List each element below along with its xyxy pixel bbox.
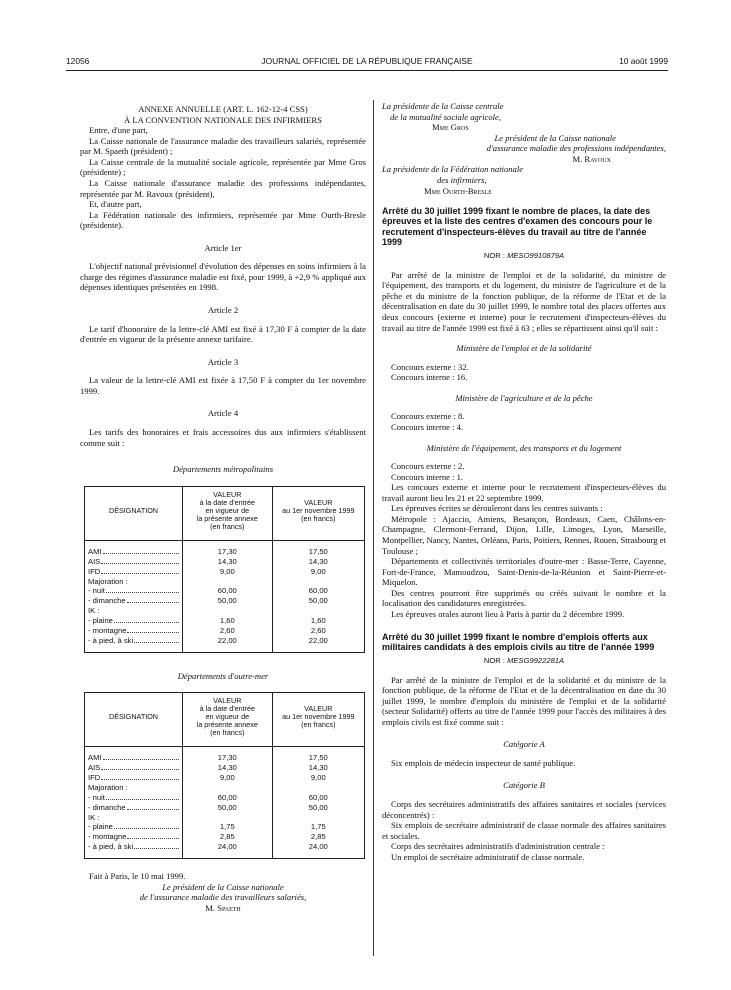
value-november-header: VALEUR au 1er novembre 1999 (en francs) [272, 693, 364, 747]
arrete-2-intro: Par arrêté de la ministre de l'emploi et de la solidarité et du ministre de la fonction publique, de la réforme de l'Etat et de la décentralisation en date du 30 juillet 1999, le nombre d'emplois du ministère de l'emploi et de la solidarité (secteur Solidarité) offerts au titre de l'année 1999 pour l'accès des militaires à des emplois civils est fixé comme suit : [382, 674, 666, 727]
table-row-label: - plaine [88, 822, 179, 832]
party-line: Entre, d'une part, [89, 125, 148, 136]
table-row-value: 14,30 [217, 763, 237, 773]
signatory-2-role: La présidente de la Caisse centrale [382, 101, 504, 111]
table-row-label: IK : [88, 812, 100, 822]
table-row-value: 60,00 [308, 792, 328, 802]
party-line: Et, d'autre part, [89, 199, 142, 210]
dot-leader [114, 822, 179, 829]
table-row-value: 2,85 [310, 832, 326, 842]
designation-header: DÉSIGNATION [85, 486, 183, 540]
table-row-value [276, 783, 361, 793]
signatory-1-role: Le président de la Caisse nationale [162, 881, 284, 892]
category-b-paragraph: Six emplois de secrétaire administratif de classe normale des affaires sanitaires et sociales. [382, 820, 666, 841]
dot-leader [101, 557, 179, 564]
table-row-value: 22,00 [217, 635, 237, 645]
table-row-value [276, 606, 361, 616]
ministry-3-heading: Ministère de l'équipement, des transports et du logement [426, 442, 622, 453]
table-row-value [186, 577, 269, 587]
dot-leader [101, 763, 179, 770]
arrete-1-intro: Par arrêté de la ministre de l'emploi et de la solidarité, du ministre de l'équipement, des transports et du logement, du ministre de l'agriculture et de la pêche et du ministre de la fonction publique, de la réforme de l'Etat et de la décentralisation en date du 30 juillet 1999, le nombre total des places offertes aux deux concours (externe et interne) pour le recrutement d'inspecteurs-élèves du travail au titre de l'année 1999 est fixé à 63 ; elles se répartissent ainsi qu'il suit : [382, 269, 666, 333]
value-current-cell [183, 747, 273, 859]
table-row-value: 50,00 [308, 802, 328, 812]
quota-line: Concours externe : 32. [391, 361, 469, 372]
category-b-paragraph: Corps des secrétaires administratifs des affaires sanitaires et sociales (services déconcentrés) : [382, 799, 666, 820]
table-row-value: 24,00 [217, 842, 237, 852]
journal-title: JOURNAL OFFICIEL DE LA RÉPUBLIQUE FRANÇAISE [261, 56, 473, 66]
table-row-value: 50,00 [217, 596, 237, 606]
category-b-paragraph: Un emploi de secrétaire administratif de classe normale. [391, 851, 585, 862]
article-1-title: Article 1er [204, 242, 242, 253]
value-current-header: VALEUR à la date d'entrée en vigueur de la présente annexe (en francs) [183, 486, 273, 540]
arrete-2-title: Arrêté du 30 juillet 1999 fixant le nombre d'emplois offerts aux militaires candidats à des emplois civils au titre de l'année 1999 [382, 631, 655, 652]
table-row-label: IFD [88, 567, 179, 577]
signatory-4-name: Mme Ourth-Bresle [424, 185, 492, 196]
table-row-value: 9,00 [219, 773, 235, 783]
table-row-label: AMI [88, 753, 179, 763]
table-row-label: - nuit [88, 586, 179, 596]
page-header [66, 56, 668, 71]
table-row-label: - dimanche [88, 803, 179, 813]
left-column [80, 104, 366, 913]
table-row-value: 14,30 [308, 763, 328, 773]
parties [80, 125, 366, 231]
right-column [382, 101, 666, 862]
dot-leader [127, 596, 179, 603]
dot-leader [101, 567, 179, 574]
value-november-cell [272, 747, 364, 859]
table-row-value: 17,30 [217, 753, 237, 763]
article-4-text: Les tarifs des honoraires et frais accessoires dus aux infirmiers s'établissent comme suit : [80, 426, 366, 448]
table-row-value: 50,00 [217, 802, 237, 812]
done-at: Fait à Paris, le 10 mai 1999. [89, 871, 186, 881]
table-row-value: 60,00 [217, 792, 237, 802]
arrete-1-paragraph: Les épreuves orales auront lieu à Paris à partir du 2 décembre 1999. [391, 608, 625, 619]
ministry-2-heading: Ministère de l'agriculture et de la pêche [455, 392, 593, 403]
table-row-value: 50,00 [308, 596, 328, 606]
signatory-3-role-cont: d'assurance maladie des professions indépendantes, [486, 143, 666, 154]
table-row-value: 2,60 [310, 625, 326, 635]
party-line: La Fédération nationale des infirmiers, représentée par Mme Ourth-Bresle (présidente). [80, 209, 366, 231]
table-row-value: 1,75 [310, 822, 326, 832]
signatory-3-name: M. Ravoux [572, 153, 611, 164]
arrete-1-paragraph: Les épreuves écrites se dérouleront dans les centres suivants : [391, 503, 603, 514]
signatory-1-name: M. Spaeth [205, 902, 241, 913]
table-row-value: 17,50 [308, 753, 328, 763]
arrete-1-paragraph: Départements et collectivités territoriales d'outre-mer : Basse-Terre, Cayenne, Fort-de-France, Mamoudzou, Saint-Denis-de-la-Réunion et Saint-Pierre-et-Miquelon. [382, 556, 666, 588]
article-3-title: Article 3 [207, 356, 239, 367]
table-2-caption: Départements d'outre-mer [177, 670, 269, 681]
page-number: 12056 [66, 56, 90, 66]
table-row-value: 9,00 [310, 773, 326, 783]
table-row-label: AMI [88, 547, 179, 557]
value-november-cell [272, 540, 364, 652]
dot-leader [127, 803, 179, 810]
article-4-title: Article 4 [207, 408, 239, 419]
annex-subtitle: À LA CONVENTION NATIONALE DES INFIRMIERS [124, 114, 322, 125]
table-row-label: AIS [88, 763, 179, 773]
table-row-value: 14,30 [217, 556, 237, 566]
table-row-label: AIS [88, 557, 179, 567]
signatory-3-role: Le président de la Caisse nationale [494, 132, 616, 143]
tariff-table-metropole [84, 486, 365, 653]
quota-line: Concours interne : 4. [391, 421, 464, 432]
label-cell [85, 540, 183, 652]
table-row-value [186, 813, 269, 823]
arrete-1-nor: NOR : MESO9910879A [483, 251, 565, 261]
quota-line: Concours externe : 2. [391, 461, 465, 472]
table-row-label: - montagne [88, 626, 179, 636]
dot-leader [114, 616, 179, 623]
label-cell [85, 747, 183, 859]
quota-line: Concours interne : 1. [391, 471, 464, 482]
article-2-title: Article 2 [207, 305, 239, 315]
dot-leader [134, 842, 179, 849]
arrete-1-paragraph: Métropole : Ajaccio, Amiens, Besançon, Bordeaux, Caen, Châlons-en-Champagne, Clermont-Ferrand, Dijon, Lille, Limoges, Lyon, Marseille, Montpellier, Nancy, Nantes, Orléans, Paris, Poitiers, Rennes, Rouen, Strasbourg et Toulouse ; [382, 513, 666, 556]
arrete-1-title: Arrêté du 30 juillet 1999 fixant le nombre de places, la date des épreuves et la liste des centres d'examen des concours pour le recrutement d'inspecteurs-élèves du travail au titre de l'année 1999 [382, 206, 653, 248]
table-row-value [186, 606, 269, 616]
article-1-text: L'objectif national prévisionnel d'évolution des dépenses en soins infirmiers à la charge des régimes d'assurance maladie est fixé, pour 1999, à +2,9 % appliqué aux dépenses identiques présentées en 1998. [80, 261, 366, 293]
table-row-value [186, 783, 269, 793]
table-row-value: 9,00 [310, 566, 326, 576]
table-row-value: 22,00 [308, 635, 328, 645]
table-row-label: Majoration : [88, 576, 128, 586]
category-a-text: Six emplois de médecin inspecteur de santé publique. [391, 757, 576, 768]
table-row-label: - à pied, à ski [88, 636, 179, 646]
signatory-4-role-cont: des infirmiers, [437, 174, 487, 185]
column-divider [373, 100, 374, 956]
quota-line: Concours interne : 16. [391, 372, 468, 383]
arrete-1-paragraph: Des centres pourront être supprimés ou créés suivant le nombre et la localisation des candidatures enregistrées. [382, 587, 666, 609]
dot-leader [127, 626, 179, 633]
table-row-value: 17,50 [308, 546, 328, 556]
quota-line: Concours externe : 8. [391, 411, 465, 422]
value-current-cell [183, 540, 273, 652]
annex-title: ANNEXE ANNUELLE (ART. L. 162-12-4 CSS) [138, 104, 308, 114]
table-row-value: 17,30 [217, 546, 237, 556]
value-current-header: VALEUR à la date d'entrée en vigueur de la présente annexe (en francs) [183, 693, 273, 747]
table-row-value: 14,30 [308, 556, 328, 566]
signatory-1-role-cont: de l'assurance maladie des travailleurs salariés, [139, 892, 307, 903]
table-1-caption: Départements métropolitains [172, 464, 274, 475]
table-row-value: 2,85 [219, 832, 235, 842]
party-line: La Caisse centrale de la mutualité sociale agricole, représentée par Mme Gros (présidente) ; [80, 156, 366, 178]
dot-leader [134, 636, 179, 643]
designation-header: DÉSIGNATION [85, 693, 183, 747]
dot-leader [106, 586, 179, 593]
article-3-text: La valeur de la lettre-clé AMI est fixée à 17,50 F à compter du 1er novembre 1999. [80, 375, 366, 396]
table-row-value: 2,60 [219, 625, 235, 635]
category-b-heading: Catégorie B [503, 780, 545, 791]
table-row-value: 1,60 [310, 615, 326, 625]
signatory-4-role: La présidente de la Fédération nationale [382, 164, 524, 175]
article-2-text: Le tarif d'honoraire de la lettre-clé AMI est fixé à 17,30 F à compter de la date d'entrée en vigueur de la présente annexe tarifaire. [80, 323, 366, 345]
table-row-value: 60,00 [308, 586, 328, 596]
tariff-table-outre-mer [84, 692, 365, 859]
table-row-label: - nuit [88, 793, 179, 803]
table-row-value [276, 577, 361, 587]
table-row-value: 24,00 [308, 842, 328, 852]
signatory-2-name: Mme Gros [432, 122, 469, 133]
category-b-paragraph: Corps des secrétaires administratifs d'administration centrale : [391, 841, 605, 852]
arrete-1-paragraph: Les concours externe et interne pour le recrutement d'inspecteurs-élèves du travail auront lieu les 21 et 22 septembre 1999. [382, 482, 666, 503]
table-row-label: IFD [88, 773, 179, 783]
issue-date: 10 août 1999 [619, 56, 668, 66]
dot-leader [103, 753, 179, 760]
arrete-2-nor: NOR : MESG9922281A [483, 656, 565, 666]
signatory-2-role-cont: de la mutualité sociale agricole, [390, 111, 501, 122]
table-row-label: Majoration : [88, 782, 128, 792]
dot-leader [106, 793, 179, 800]
table-row-label: IK : [88, 606, 100, 616]
dot-leader [103, 547, 179, 554]
dot-leader [127, 832, 179, 839]
dot-leader [101, 773, 179, 780]
table-row-value [276, 813, 361, 823]
party-line: La Caisse nationale de l'assurance maladie des travailleurs salariés, représentée par M. Spaeth (président) ; [80, 135, 366, 157]
ministry-1-heading: Ministère de l'emploi et de la solidarité [456, 343, 592, 354]
table-row-label: - montagne [88, 832, 179, 842]
table-row-value: 1,60 [219, 615, 235, 625]
party-line: La Caisse nationale d'assurance maladie des professions indépendantes, représentée par M. Ravoux (président), [80, 177, 366, 199]
table-row-value: 9,00 [219, 566, 235, 576]
table-row-label: - dimanche [88, 596, 179, 606]
table-row-value: 1,75 [219, 822, 235, 832]
table-row-label: - à pied, à ski [88, 842, 179, 852]
value-november-header: VALEUR au 1er novembre 1999 (en francs) [272, 486, 364, 540]
table-row-value: 60,00 [217, 586, 237, 596]
table-row-label: - plaine [88, 616, 179, 626]
category-a-heading: Catégorie A [503, 739, 545, 750]
